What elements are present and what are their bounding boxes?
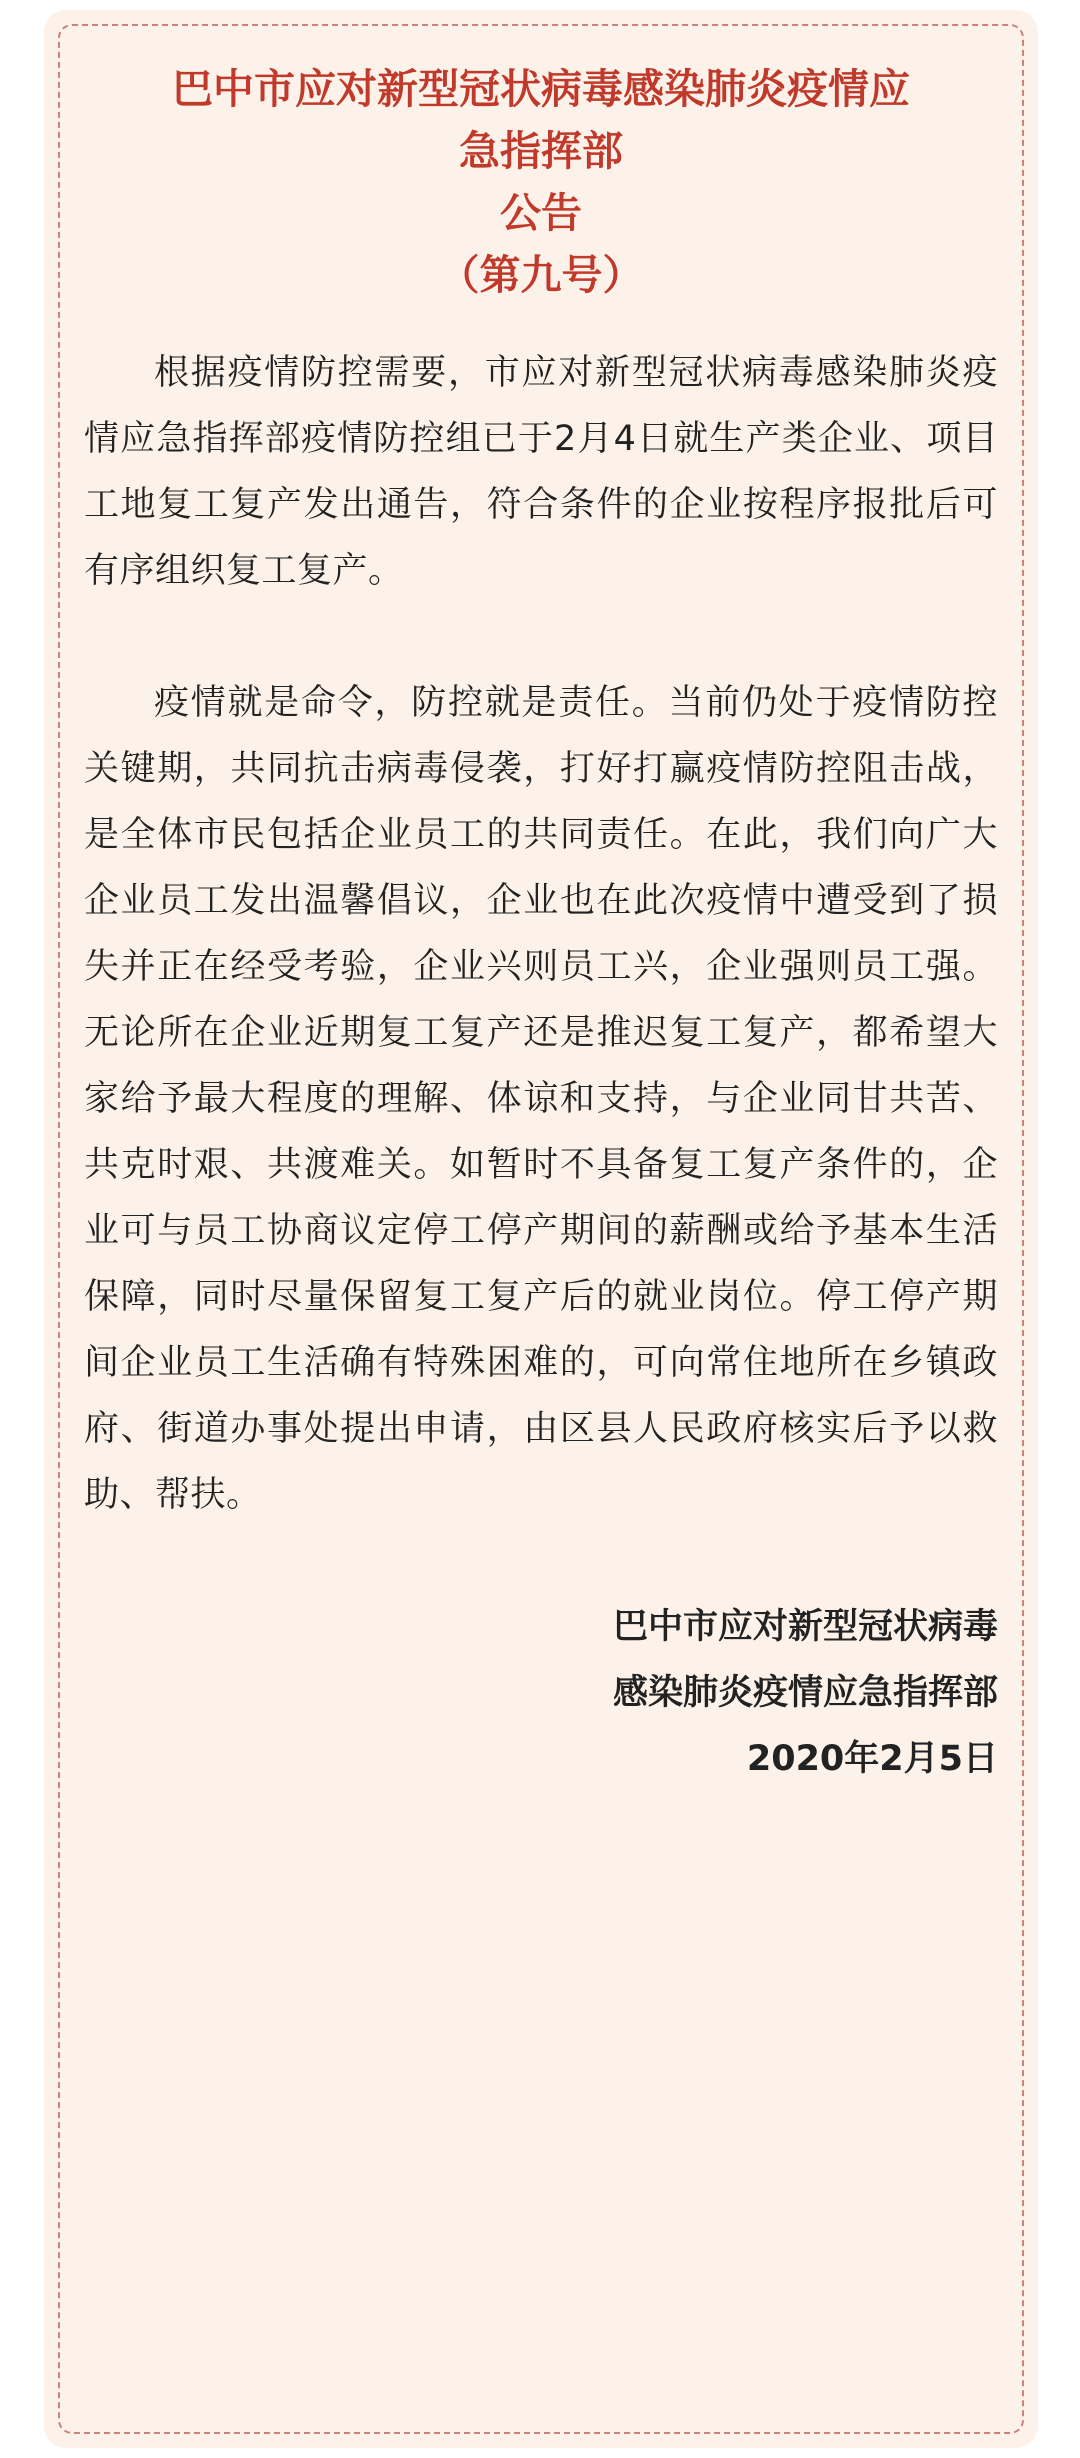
title-line-type: 公告 [500,189,582,237]
notice-title [84,58,998,306]
title-line-issuer-cont: 急指挥部 [459,127,623,175]
signature-block [84,1594,998,1792]
signature-issuer-line-1: 巴中市应对新型冠状病毒 [612,1607,998,1647]
body-paragraph-2: 疫情就是命令，防控就是责任。当前仍处于疫情防控关键期，共同抗击病毒侵袭，打好打赢疫情防控阻击战，是全体市民包括企业员工的共同责任。在此，我们向广大企业员工发出温馨倡议，企业也在此次疫情中遭受到了损失并正在经受考验，企业兴则员工兴，企业强则员工强。无论所在企业近期复工复产还是推迟复工复产，都希望大家给予最大程度的理解、体谅和支持，与企业同甘共苦、共克时艰、共渡难关。如暂时不具备复工复产条件的，企业可与员工协商议定停工停产期间的薪酬或给予基本生活保障，同时尽量保留复工复产后的就业岗位。停工停产期间企业员工生活确有特殊困难的，可向常住地所在乡镇政府、街道办事处提出申请，由区县人民政府核实后予以救助、帮扶。 [84,683,998,1515]
signature-issuer-line-2: 感染肺炎疫情应急指挥部 [612,1673,998,1713]
signature-date: 2020年2月5日 [746,1739,998,1779]
title-line-issuer: 巴中市应对新型冠状病毒感染肺炎疫情应 [172,65,910,113]
notice-content [84,58,998,1792]
body-paragraph-1: 根据疫情防控需要，市应对新型冠状病毒感染肺炎疫情应急指挥部疫情防控组已于2月4日就生产类企业、项目工地复工复产发出通告，符合条件的企业按程序报批后可有序组织复工复产。 [84,353,998,591]
title-line-number: （第九号） [438,251,644,299]
notice-card [44,10,1038,2448]
